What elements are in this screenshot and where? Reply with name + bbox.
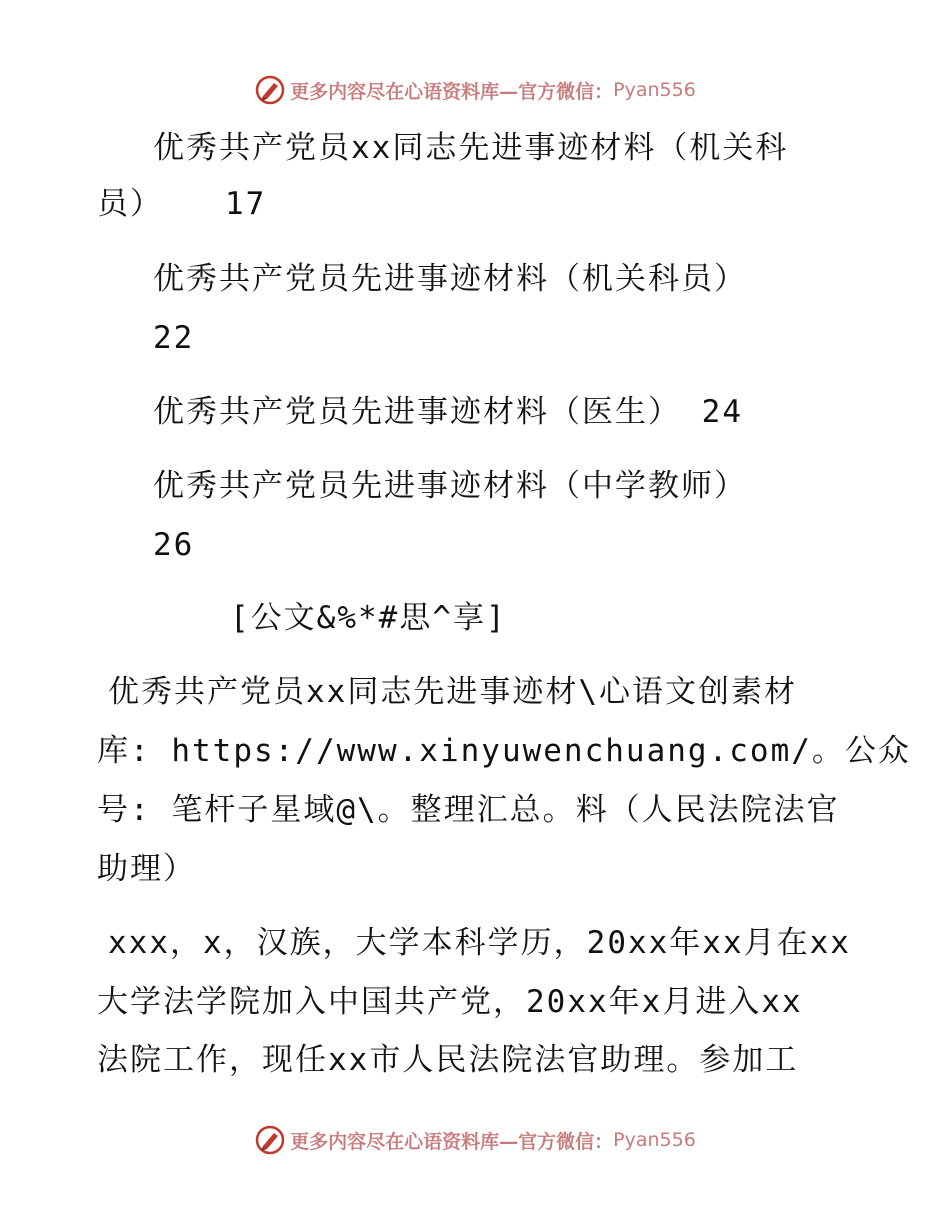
toc-entry-4-line1: 优秀共产党员先进事迹材料（中学教师） [153,468,747,504]
toc-entry-1-line2: 员） 17 [97,186,267,222]
toc-entry-2-line1: 优秀共产党员先进事迹材料（机关科员） [153,261,747,297]
toc-entry-1-line1: 优秀共产党员xx同志先进事迹材料（机关科 [153,130,789,166]
pen-logo-icon [254,74,286,106]
article-title-line3: 号: 笔杆子星域@\。整理汇总。料（人民法院法官 [97,792,840,828]
toc-entry-4-line2: 26 [153,527,195,563]
article-title-line1: 优秀共产党员xx同志先进事迹材\心语文创素材 [108,674,797,710]
body-line2: 大学法学院加入中国共产党，20xx年x月进入xx [97,984,803,1020]
toc-entry-2-line2: 22 [153,320,195,356]
watermark-wechat-id: Pyan556 [613,1129,696,1151]
share-tag: [公文&%*#思^享] [230,600,507,636]
footer-watermark [0,1120,950,1160]
watermark-text: 更多内容尽在心语资料库—官方微信： [290,1130,614,1153]
toc-entry-3-line1: 优秀共产党员先进事迹材料（医生） 24 [153,394,743,430]
article-title-line4: 助理） [97,851,196,887]
body-line3: 法院工作，现任xx市人民法院法官助理。参加工 [97,1042,799,1078]
article-title-line2: 库: https://www.xinyuwenchuang.com/。公众 [97,733,911,769]
header-watermark [0,70,950,110]
watermark-wechat-id: Pyan556 [613,79,696,101]
pen-logo-icon [254,1124,286,1156]
watermark-text: 更多内容尽在心语资料库—官方微信： [290,80,614,103]
body-line1: xxx，x，汉族，大学本科学历，20xx年xx月在xx [108,925,851,961]
